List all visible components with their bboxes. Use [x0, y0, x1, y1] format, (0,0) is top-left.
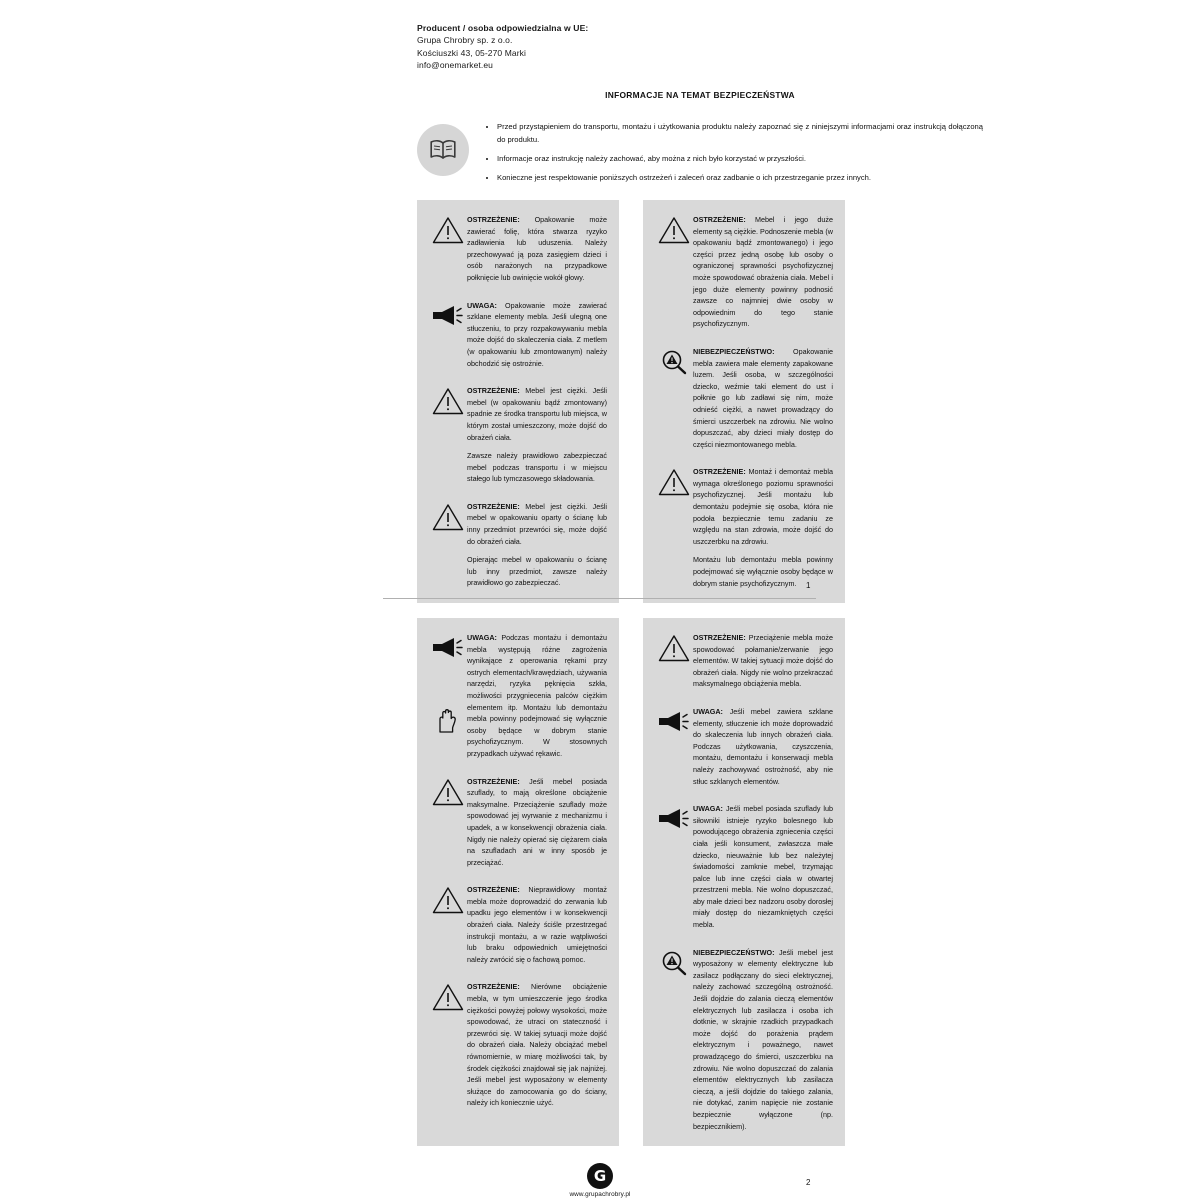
- warning-text: [693, 947, 833, 1133]
- warning-triangle-icon: [429, 214, 467, 244]
- warning-text: [467, 981, 607, 1109]
- page2-right-column: [643, 618, 845, 1146]
- warning-text: [693, 346, 833, 450]
- warning-label: OSTRZEŻENIE:: [467, 885, 520, 895]
- warning-label: UWAGA:: [693, 706, 723, 716]
- megaphone-icon: [429, 632, 467, 734]
- warning-triangle-icon: [655, 214, 693, 244]
- warning-paragraph: Zawsze należy prawidłowo zabezpieczać mebel podczas transportu i w miejscu stałego lub tymczasowego składowania.: [467, 451, 607, 484]
- warning-item: [429, 981, 607, 1109]
- page-separator: [383, 598, 816, 599]
- warning-paragraph: Opakowanie może zawierać szklane elementy mebla. Jeśli ulegną one stłuczeniu, to przy rozpakowywaniu mebla może dojść do skaleczenia ciała. Z metlem (w opakowaniu lub zmontowanym) należy obchodzić się ostrożnie.: [467, 300, 608, 368]
- warning-text: [467, 501, 607, 589]
- warning-text: [693, 706, 833, 787]
- warning-label: OSTRZEŻENIE:: [467, 386, 520, 396]
- warning-triangle-icon: [429, 385, 467, 415]
- warning-text: [467, 776, 607, 869]
- warning-item: [655, 947, 833, 1133]
- warning-item: [655, 803, 833, 931]
- warning-text: [693, 214, 833, 330]
- warning-paragraph: Montażu lub demontażu mebla powinny podejmować się wyłącznie osoby będące w dobrym stanie psychofizycznym.: [693, 555, 833, 588]
- warning-item: [655, 214, 833, 330]
- warning-triangle-icon: [429, 501, 467, 531]
- warning-text: [467, 632, 607, 760]
- warning-item: [429, 632, 607, 760]
- warning-label: UWAGA:: [467, 300, 497, 310]
- danger-magnifier-icon: [655, 346, 693, 376]
- warning-item: [655, 706, 833, 787]
- list-item: • Przed przystąpieniem do transportu, montażu i użytkowania produktu należy zapoznać się z niniejszymi informacjami oraz instrukcją dołączoną do produktu.: [497, 120, 983, 146]
- manufacturer-company: Grupa Chrobry sp. z o.o.: [417, 35, 513, 46]
- warning-triangle-icon: [655, 466, 693, 496]
- list-item: • Konieczne jest respektowanie poniższych ostrzeżeń i zaleceń oraz zadbanie o ich przestrzeganie przez innych.: [497, 171, 983, 184]
- warning-label: OSTRZEŻENIE:: [693, 467, 746, 477]
- page1-left-column: [417, 200, 619, 603]
- danger-magnifier-icon: [655, 947, 693, 977]
- page1-columns: [417, 200, 845, 603]
- warning-label: OSTRZEŻENIE:: [693, 215, 746, 224]
- footer-url: www.grupachrobry.pl: [569, 1191, 631, 1198]
- page-title: INFORMACJE NA TEMAT BEZPIECZEŃSTWA: [605, 90, 795, 100]
- list-item: • Informacje oraz instrukcję należy zachować, aby można z nich było korzystać w przyszłości.: [497, 152, 983, 165]
- glove-icon: [433, 706, 463, 734]
- page-number: 2: [806, 1178, 811, 1187]
- footer-logo: [566, 1163, 634, 1198]
- manufacturer-block: [417, 22, 588, 72]
- megaphone-icon: [655, 803, 693, 831]
- warning-item: [429, 884, 607, 965]
- manufacturer-address: Kościuszki 43, 05-270 Marki: [417, 47, 526, 58]
- page2-columns: [417, 618, 845, 1146]
- warning-item: [429, 501, 607, 589]
- brand-logo-icon: G: [587, 1163, 613, 1189]
- intro-block: [417, 120, 983, 184]
- warning-item: [655, 632, 833, 690]
- warning-paragraph: Jeśli mebel posiada szuflady, to mają określone obciążenie maksymalne. Przeciążenie szuflady może spowodować jej wyrwanie z mechanizmu i upadek, a w konsekwencji obrażenia ciała. Nigdy nie należy opierać się ciężarem ciała na szufladach ani w inny sposób je przeciążać.: [467, 776, 607, 867]
- warning-item: [429, 300, 607, 370]
- warning-text: [693, 466, 833, 589]
- warning-item: [429, 776, 607, 869]
- warning-label: NIEBEZPIECZEŃSTWO:: [693, 346, 775, 356]
- warning-item: [429, 385, 607, 485]
- open-book-icon: [417, 124, 469, 176]
- warning-paragraph: Podczas montażu i demontażu mebla występują różne zagrożenia wynikające z operowania rękami przy ostrych elementach/krawędziach, używania narzędzi, ryzyka pęknięcia szkła, możliwości przygniecenia palców ciężkim elementem itp. Montażu lub demontażu mebla powinny podejmować się wyłącznie osoby będące w dobrym stanie psychofizycznym. W stosownych przypadkach używać rękawic.: [467, 633, 607, 758]
- warning-triangle-icon: [655, 632, 693, 662]
- intro-bullet-list: [469, 120, 983, 184]
- warning-paragraph: Opierając mebel w opakowaniu o ścianę lub inny przedmiot, zawsze należy prawidłowo go zabezpieczać.: [467, 555, 607, 588]
- megaphone-icon: [429, 300, 467, 328]
- warning-paragraph: Mebel jest ciężki. Jeśli mebel w opakowaniu oparty o ścianę lub inny przedmiot przewróci się, może dojść do obrażeń ciała.: [467, 501, 607, 546]
- warning-text: [693, 632, 833, 690]
- warning-text: [467, 300, 607, 370]
- page-number: 1: [806, 581, 811, 590]
- warning-triangle-icon: [429, 776, 467, 806]
- warning-label: OSTRZEŻENIE:: [467, 982, 520, 992]
- warning-label: OSTRZEŻENIE:: [467, 215, 520, 224]
- warning-paragraph: Nieprawidłowy montaż mebla może doprowadzić do zerwania lub upadku jego elementów i w konsekwencji obrażeń ciała. Należy ściśle przestrzegać instrukcji montażu, a w razie wątpliwości lub braku odpowiednich umiejętności należy zwrócić się o fachową pomoc.: [467, 885, 607, 964]
- warning-paragraph: Mebel jest ciężki. Jeśli mebel (w opakowaniu bądź zmontowany) spadnie ze środka transportu lub miejsca, w którym został umieszczony, może dojść do obrażeń ciała.: [467, 386, 607, 442]
- warning-item: [655, 466, 833, 589]
- manufacturer-label: Producent / osoba odpowiedzialna w UE:: [417, 23, 589, 33]
- page2-left-column: [417, 618, 619, 1146]
- warning-label: OSTRZEŻENIE:: [467, 776, 520, 786]
- warning-paragraph: Przeciążenie mebla może spowodować połamanie/zerwanie jego elementów. W takiej sytuacji może dojść do obrażeń ciała. Nigdy nie wolno przekraczać maksymalnego obciążenia mebla.: [693, 633, 834, 689]
- warning-paragraph: Jeśli mebel jest wyposażony w elementy elektryczne lub zasilacz podłączany do sieci elektrycznej, należy zachować szczególną ostrożność. Jeśli dojdzie do zalania cieczą elementów elektrycznych lub zasilacza i osoba ich dotknie, w skrajnie rzadkich przypadkach może dojść do porażenia prądem elektrycznym i poważnego, nawet prowadzącego do śmierci, uszczerbku na zdrowiu. Nie wolno dopuszczać do zalania elementów elektrycznych lub zasilacza cieczą, a jeśli dojdzie do takiego zalania, nie dotykać, zanim napięcie nie zostanie bezpiecznie wyłączone (np. bezpiecznikiem).: [693, 947, 833, 1131]
- warning-label: UWAGA:: [693, 804, 723, 814]
- warning-label: OSTRZEŻENIE:: [467, 501, 520, 511]
- warning-paragraph: Opakowanie mebla zawiera małe elementy zapakowane luzem. Jeśli osoba, w szczególności dziecko, weźmie taki element do ust i połknie go lub zadławi się nim, może odnieść ciężki, a nawet prowadzący do śmierci uszczerbek na zdrowiu. Nie wolno dopuszczać, aby dzieci miały dostęp do części niezmontowanego mebla.: [693, 346, 833, 449]
- warning-paragraph: Nierówne obciążenie mebla, w tym umieszczenie jego środka ciężkości powyżej połowy wysokości, może spowodować, że utraci on stateczność i przewróci się. W takiej sytuacji może dojść do obrażeń ciała. Należy obciążać mebel równomiernie, w miarę możliwości tak, by środek ciężkości znajdował się jak najniżej. Jeśli mebel jest wyposażony w elementy służące do zamocowania go do ściany, należy ich koniecznie użyć.: [467, 982, 607, 1108]
- warning-paragraph: Jeśli mebel zawiera szklane elementy, stłuczenie ich może doprowadzić do skaleczenia lub innych obrażeń ciała. Podczas użytkowania, czyszczenia, montażu, demontażu i konserwacji mebla należy zachowywać ostrożność, aby nie stłuc szklanych elementów.: [693, 706, 834, 786]
- warning-item: [655, 346, 833, 450]
- warning-text: [467, 884, 607, 965]
- warning-label: UWAGA:: [467, 633, 497, 642]
- warning-text: [467, 385, 607, 485]
- manufacturer-email: info@onemarket.eu: [417, 60, 494, 71]
- warning-text: [693, 803, 833, 931]
- warning-paragraph: Opakowanie może zawierać folię, która stwarza ryzyko zadławienia lub uduszenia. Należy przechowywać ją poza zasięgiem dzieci i osób narażonych na przypadkowe połknięcie lub owinięcie wokół głowy.: [467, 215, 607, 282]
- warning-triangle-icon: [429, 884, 467, 914]
- warning-label: NIEBEZPIECZEŃSTWO:: [693, 947, 775, 957]
- warning-item: [429, 214, 607, 284]
- warning-paragraph: Jeśli mebel posiada szuflady lub siłowniki istnieje ryzyko bolesnego lub powodującego obrażenia zgniecenia części ciała jeśli konsument, zwłaszcza małe dziecko, nieuważnie lub bez należytej świadomości zamknie mebel, trzymając palce lub inne części ciała w otwartej przestrzeni mebla. Nie wolno dopuszczać, aby małe dzieci bez nadzoru osoby dorosłej miały dostęp do niezamkniętych części mebla.: [693, 804, 833, 930]
- megaphone-icon: [655, 706, 693, 734]
- warning-paragraph: Montaż i demontaż mebla wymaga określonego poziomu sprawności psychofizycznej. Jeśli montażu lub demontażu podejmie się osoba, która nie podoła bezpiecznie temu zadaniu ze względu na stan zdrowia, może dojść do uszczerbku na zdrowiu.: [693, 467, 833, 546]
- warning-label: OSTRZEŻENIE:: [693, 633, 746, 642]
- page1-right-column: [643, 200, 845, 603]
- warning-text: [467, 214, 607, 284]
- warning-triangle-icon: [429, 981, 467, 1011]
- warning-paragraph: Mebel i jego duże elementy są ciężkie. Podnoszenie mebla (w opakowaniu bądź zmontowanego) i jego części przez jedną osobę lub osoby o ograniczonej sprawności psychofizycznej może spowodować obrażenia ciała. Mebel i jego duże elementy powinny podnosić zawsze co najmniej dwie osoby w odpowiednim do tego stanie psychofizycznym.: [693, 215, 833, 329]
